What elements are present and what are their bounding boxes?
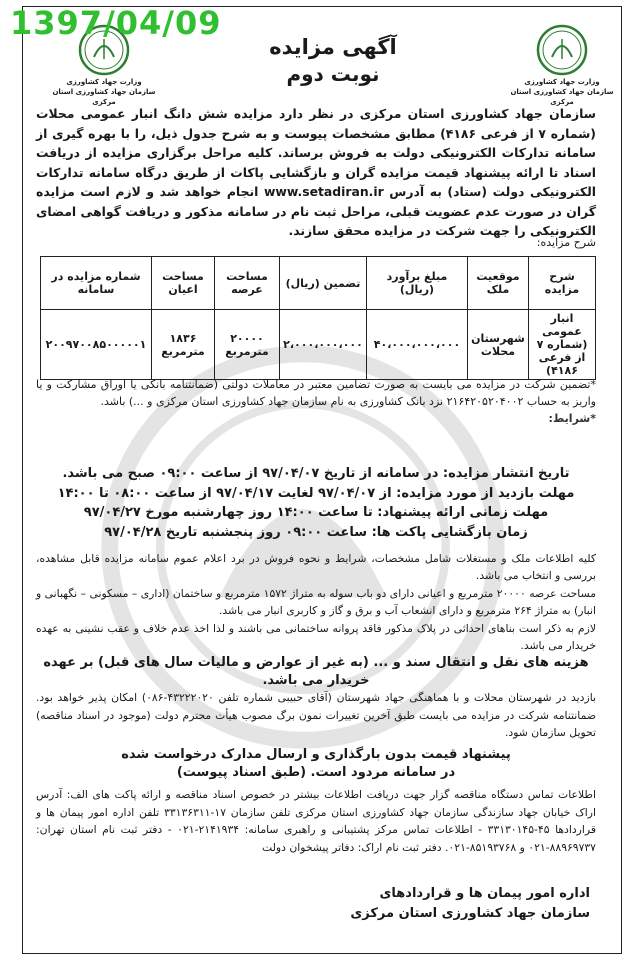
condition-item: زمان بازگشایی پاکت ها: ساعت ۰۹:۰۰ روز پنجشنبه تاریخ ۹۷/۰۴/۲۸ [104,524,528,540]
header [203,33,463,87]
table-header-cell: موقعیت ملک [468,257,529,310]
table-header-cell: مساحت اعیان [152,257,215,310]
logo-ministry-text: وزارت جهاد کشاورزی [66,78,142,86]
page-title: آگهی مزایده [269,35,397,59]
table-caption: شرح مزایده: [536,236,596,249]
intro-paragraph: سازمان جهاد کشاورزی استان مرکزی در نظر دارد مزایده شش دانگ انبار عمومی محلات (شماره ۷ از فرعی ۴۱۸۶) مطابق مشخصات پیوست و به شرح جدول ذیل، را با بهره گیری از سامانه تدارکات الکترونیکی دولت به فروش برساند. کلیه مراحل برگزاری مزایده از دریافت اسناد تا ارائه پیشنهاد قیمت مزایده گران و بازگشایی پاکات از طریق درگاه سامانه تدارکات الکترونیکی دولت (ستاد) به آدرس www.setadiran.ir انجام خواهد شد و لازم است مزایده گران در صورت عدم عضویت قبلی، مراحل ثبت نام در سامانه مذکور و دریافت گواهی امضای الکترونیکی را جهت شرکت در مزایده محقق سازند. [36,106,596,238]
auction-table [40,256,596,380]
organization-logo-right [507,23,617,107]
detail-item: کلیه اطلاعات ملک و مستغلات شامل مشخصات، شرایط و نحوه فروش در برد اعلام عموم سامانه مزایده قابل مشاهده، بررسی و انتخاب می باشد. [36,552,596,583]
page-subtitle: نوبت دوم [286,62,380,86]
logo-organization-text: سازمان جهاد کشاورزی استان مرکزی [510,88,614,106]
condition-item: مهلت زمانی ارائه پیشنهاد: تا ساعت ۱۴:۰۰ روز چهارشنبه مورخ ۹۷/۰۴/۲۷ [83,505,549,521]
conditions-heading: *شرایط: [548,412,596,425]
table-header-cell: شماره مزایده در سامانه [41,257,152,310]
emphasis-line: در سامانه مردود است. (طبق اسناد پیوست) [176,765,456,780]
signature-line: اداره امور پیمان ها و قراردادهای [379,886,590,901]
guarantee-note: *تضمین شرکت در مزایده می بایست به صورت تضامین معتبر در معاملات دولتی (ضمانتنامه بانکی یا اوراق مشارکت و یا واریز به حساب ۲۱۶۴۲۰۵۲۰۴۰۰۲ نزد بانک کشاورزی به نام سازمان جهاد کشاورزی استان مرکزی و ...) باشد. [36,378,596,408]
signature-line: سازمان جهاد کشاورزی استان مرکزی [350,906,590,921]
condition-item: مهلت بازدید از مورد مزایده: از ۹۷/۰۴/۰۷ لغایت ۹۷/۰۴/۱۷ از ساعت ۰۸:۰۰ تا ۱۴:۰۰ [57,485,575,501]
table-cell-estimate: ۴۰،۰۰۰،۰۰۰،۰۰۰ [367,310,468,380]
table-row [41,310,596,380]
table-cell-location: شهرستان محلات [468,310,529,380]
table-cell-building-area: ۱۸۳۶ مترمربع [152,310,215,380]
table-cell-guarantee: ۲،۰۰۰،۰۰۰،۰۰۰ [280,310,367,380]
costs-note: هزینه های نقل و انتقال سند و ... (به غیر از عوارض و مالیات سال های قبل) بر عهده خریدار می باشد. [43,655,589,688]
table-header-cell: شرح مزایده [529,257,596,310]
visit-note: بازدید در شهرستان محلات و با هماهنگی جهاد شهرستان (آقای حبیبی شماره تلفن ۴۳۲۲۲۰۲۰-۰۸۶) امکان پذیر خواهد بود. ضمانتنامه شرکت در مزایده می بایست طبق آخرین تغییرات نمون برگ مصوب هیأت محترم دولت (موجود در اسناد مناقصه) تحویل سازمان شود. [36,691,596,740]
detail-item: لازم به ذکر است بناهای احداثی در پلاک مذکور فاقد پروانه ساختمانی می باشند و لذا اخذ عدم خلاف و عقب نشینی به عهده خریدار می باشد. [36,621,596,653]
table-cell-auction-number: ۲۰۰۹۷۰۰۸۵۰۰۰۰۰۱ [41,310,152,380]
details-section [36,550,596,741]
table-header-cell: مساحت عرصه [215,257,280,310]
table-header-row [41,257,596,310]
guarantee-notes [36,376,596,427]
condition-item: تاریخ انتشار مزایده: در سامانه از تاریخ ۹۷/۰۴/۰۷ از ساعت ۰۹:۰۰ صبح می باشد. [62,466,570,481]
logo-organization-text: سازمان جهاد کشاورزی استان مرکزی [52,88,156,106]
date-stamp: 1397/04/09 [10,4,222,42]
emphasis-line: پیشنهاد قیمت بدون بارگذاری و ارسال مدارک درخواست شده [121,747,511,762]
table-cell-land-area: ۲۰۰۰۰ مترمربع [215,310,280,380]
conditions-list [36,464,596,542]
contact-info: اطلاعات تماس دستگاه مناقصه گزار جهت دریافت اطلاعات بیشتر در خصوص اسناد مناقصه و ارائه پاکت های الف: آدرس اراک خیابان جهاد سازندگی سازمان جهاد کشاورزی استان مرکزی تلفن سازمان ۱۷-۳۳۱۳۶۳۱۱ تلفن اداره امور پیمان ها و قراردادها ۴۵-۳۳۱۳۰۱۴۵ - اطلاعات تماس مرکز پشتیبانی و راهبری سامانه: ۲۱۴۱۹۳۴-۰۲۱ - دفتر ثبت نام استان تهران: ۸۸۹۶۹۷۳۷-۰۲۱ و ۸۵۱۹۳۷۶۸-۰۲۱. دفتر ثبت نام اراک: دفاتر پیشخوان دولت [36,788,597,854]
jahad-emblem-icon [535,23,589,77]
emphasis-note [36,746,596,782]
table-cell-description: انبار عمومی (شماره ۷ از فرعی ۴۱۸۶) [529,310,596,380]
logo-ministry-text: وزارت جهاد کشاورزی [524,78,600,86]
signature-block [350,884,590,924]
table-header-cell: تضمین (ریال) [280,257,367,310]
table-header-cell: مبلغ برآورد (ریال) [367,257,468,310]
detail-item: مساحت عرصه ۲۰۰۰۰ مترمربع و اعیانی دارای دو باب سوله به متراژ ۱۵۷۲ مترمربع و ساختمان (اداری – مسکونی – نگهبانی و انبار) به متراژ ۲۶۴ مترمربع و دارای انشعاب آب و برق و گاز و کاربری انبار می باشد. [36,586,596,618]
